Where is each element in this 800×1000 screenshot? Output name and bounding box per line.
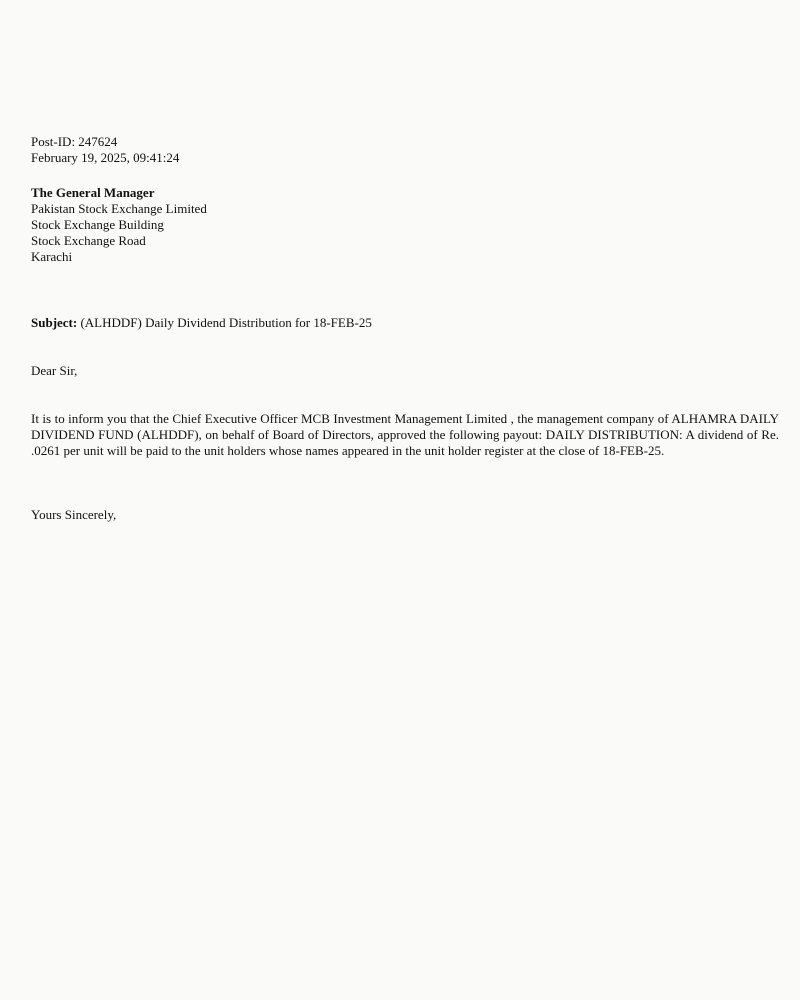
subject-text: (ALHDDF) Daily Dividend Distribution for 18-FEB-25 (80, 315, 372, 330)
letter-body: It is to inform you that the Chief Executive Officer MCB Investment Management Limited , the management company of ALHAMRA DAILY DIVIDEND FUND (ALHDDF), on behalf of Board of Directors, approved the following payout: DAILY DISTRIBUTION: A dividend of Re. .0261 per unit will be paid to the unit holders whose names appeared in the unit holder register at the close of 18-FEB-25. (31, 411, 779, 458)
recipient-address-line-2: Stock Exchange Road (31, 233, 146, 248)
post-id: Post-ID: 247624 (31, 134, 118, 149)
salutation: Dear Sir, (31, 363, 78, 378)
recipient-address-line-1: Stock Exchange Building (31, 217, 164, 232)
recipient-title: The General Manager (31, 185, 155, 200)
letter-content (31, 134, 779, 523)
recipient-city: Karachi (31, 249, 73, 264)
meta-block (31, 134, 779, 166)
closing: Yours Sincerely, (31, 507, 117, 522)
date-time: February 19, 2025, 09:41:24 (31, 150, 180, 165)
recipient-organization: Pakistan Stock Exchange Limited (31, 201, 207, 216)
subject-label: Subject: (31, 315, 78, 330)
recipient-block (31, 185, 779, 265)
subject-line (31, 315, 779, 331)
